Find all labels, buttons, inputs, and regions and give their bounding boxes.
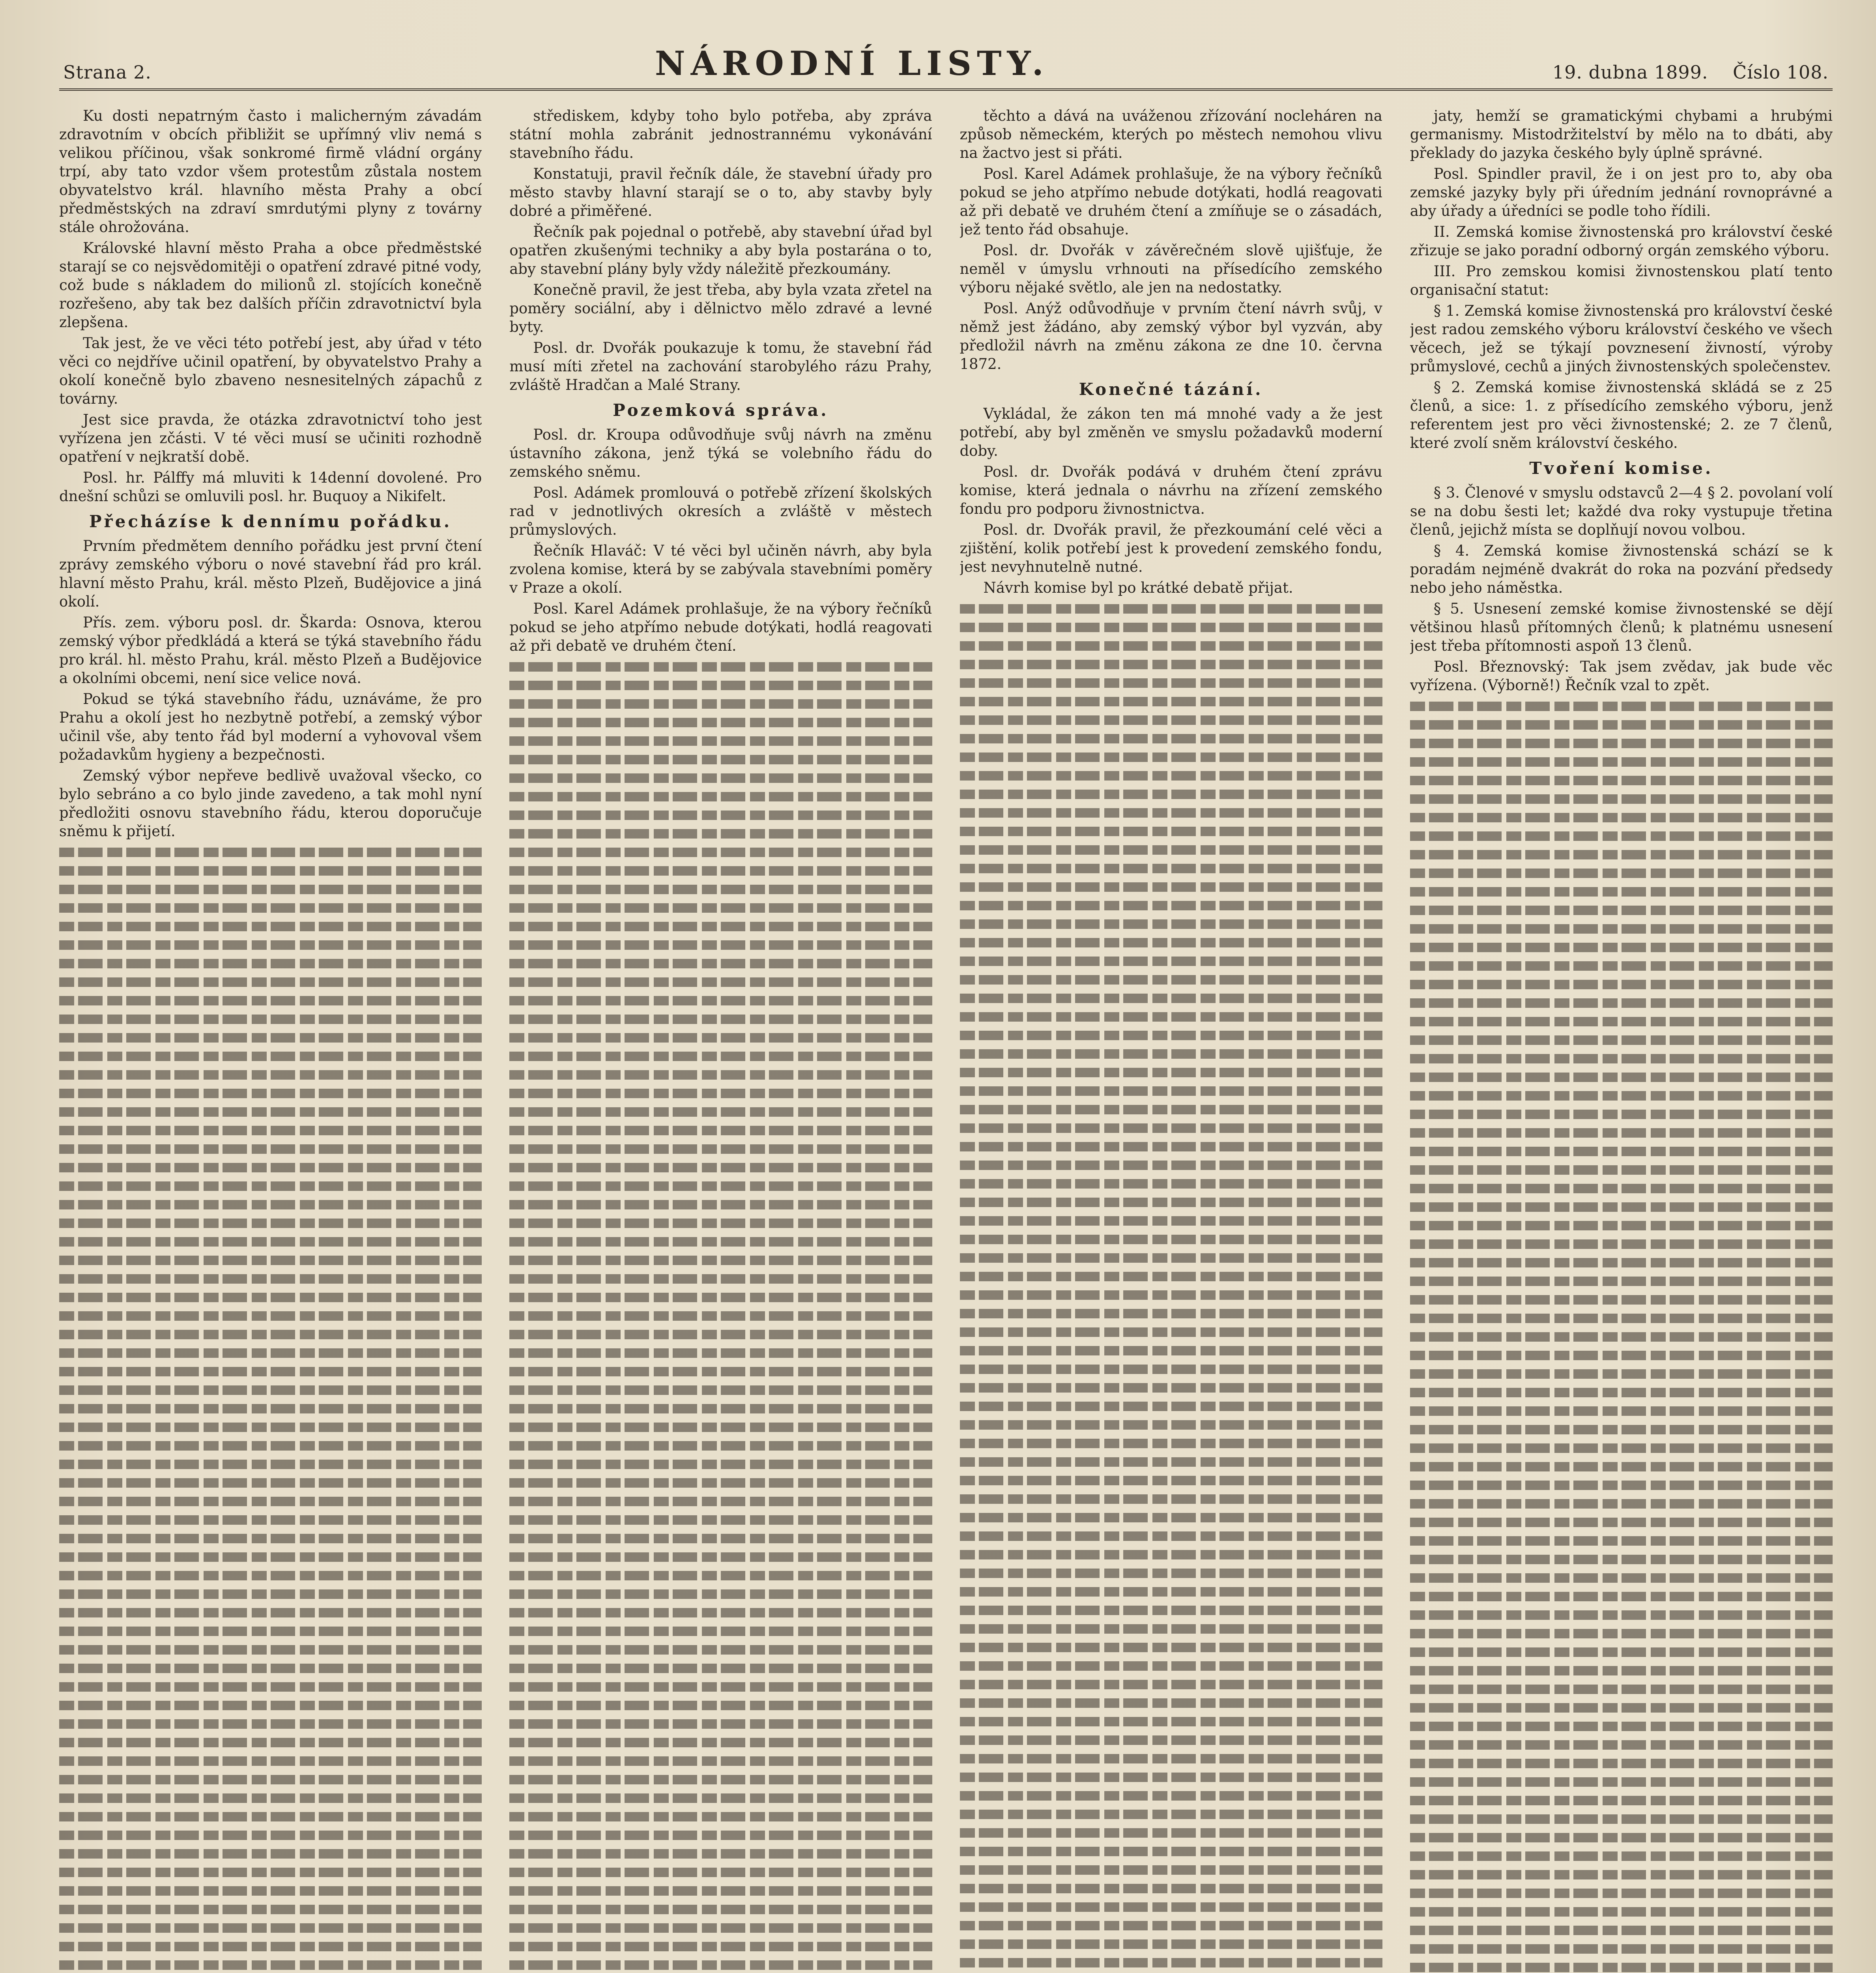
paragraph: § 3. Členové v smyslu odstavců 2—4 § 2. povolaní volí se na dobu šesti let; každé dva roky vystupuje třetina členů, jejichž místa se doplňují novou volbou. xyxy=(1410,484,1833,538)
newspaper-title: NÁRODNÍ LISTY. xyxy=(655,44,1049,83)
paragraph: Konstatuji, pravil řečník dále, že stavební úřady pro město stavby hlavní starají se o to, aby stavby byly dobré a přiměřené. xyxy=(509,165,932,219)
paragraph: těchto a dává na uváženou zřízování nocleháren na způsob německém, kterých po městech nemohou vlivu na žactvo jest si přáti. xyxy=(960,107,1382,161)
paragraph: Řečník Hlaváč: V té věci byl učiněn návrh, aby byla zvolena komise, která by se zabývala stavebními poměry v Praze a okolí. xyxy=(509,542,932,596)
paragraph: § 1. Zemská komise živnostenská pro království české jest radou zemského výboru království českého ve všech věcech, jež se týkají povznesení živností, výroby průmyslové, cechů a jiných živnostenských společenstev. xyxy=(1410,302,1833,375)
issue-date: 19. dubna 1899. xyxy=(1552,62,1708,83)
paragraph: Posl. Karel Adámek prohlašuje, že na výbory řečníků pokud se jeho atpřímo nebude dotýkati, hodlá reagovati až při debatě ve druhém čtení a zmíňuje se o zásadách, jež tento řád obsahuje. xyxy=(960,165,1382,238)
paragraph: Posl. dr. Dvořák pravil, že přezkoumání celé věci a zjištění, kolik potřebí jest k provedení zemského fondu, jest nevyhnutelně nutné. xyxy=(960,521,1382,575)
paragraph: § 5. Usnesení zemské komise živnostenské se dějí většinou hlasů přítomných členů; k platnému usnesení jest třeba přítomnosti aspoň 13 členů. xyxy=(1410,600,1833,654)
column-1 xyxy=(59,107,482,1973)
section-heading: Přecházíse k dennímu pořádku. xyxy=(89,512,452,531)
paragraph: Přís. zem. výboru posl. dr. Škarda: Osnova, kterou zemský výbor předkládá a která se týká stavebního řádu pro král. hl. město Prahu, král. město Plzeň a Budějovice a okolními obcemi, není sice velice nová. xyxy=(59,614,482,687)
column-2 xyxy=(509,107,932,1973)
paragraph: Posl. hr. Pálffy má mluviti k 14denní dovolené. Pro dnešní schůzi se omluvili posl. hr. Buquoy a Nikifelt. xyxy=(59,469,482,505)
paragraph: Řečník pak pojednal o potřebě, aby stavební úřad byl opatřen zkušenými techniky a aby byla postarána o to, aby stavební plány byly vždy náležitě přezkoumány. xyxy=(509,223,932,277)
paragraph: III. Pro zemskou komisi živnostenskou platí tento organisační statut: xyxy=(1410,263,1833,298)
paragraph: Posl. Karel Adámek prohlašuje, že na výbory řečníků pokud se jeho atpřímo nebude dotýkati, hodlá reagovati až při debatě ve druhém čtení. xyxy=(509,600,932,654)
column-3 xyxy=(960,107,1382,1973)
paragraph: Ku dosti nepatrným často i malicherným závadám zdravotním v obcích přibližit se upřímný vliv nemá s velikou příčinou, však sonkromé firmě vládní orgány trpí, aby tato vzdor všem protestům zůstala nostem obyvatelstvo král. hlavního města Prahy a obcí předměstských na zdraví smrdutými plyny z továrny stále ohrožována. xyxy=(59,107,482,236)
paragraph: Návrh komise byl po krátké debatě přijat. xyxy=(983,579,1293,596)
paragraph: Posl. Spindler pravil, že i on jest pro to, aby oba zemské jazyky byly při úředním jednání rovnoprávné a aby úřady a úředníci se podle toho řídili. xyxy=(1410,165,1833,219)
paragraph: Tak jest, že ve věci této potřebí jest, aby úřad v této věci co nejdříve učinil opatření, by obyvatelstvo Prahy a okolí konečně bylo zbaveno nesnesitelných zápachů z továrny. xyxy=(59,335,482,407)
paragraph: Jest sice pravda, že otázka zdravotnictví toho jest vyřízena jen zčásti. V té věci musí se učiniti rozhodně opatření v nejkratší době. xyxy=(59,411,482,465)
paragraph: Posl. Anýž odůvodňuje v prvním čtení návrh svůj, v němž jest žádáno, aby zemský výbor byl vyzván, aby předložil návrh na změnu zákona ze dne 10. června 1872. xyxy=(960,300,1382,373)
paragraph: Posl. dr. Dvořák v závěrečném slově ujišťuje, že neměl v úmyslu vrhnouti na přísedícího zemského výboru nějaké světlo, ale jen na nedostatky. xyxy=(960,242,1382,296)
issue-number: Číslo 108. xyxy=(1733,62,1829,83)
continued-text-block xyxy=(960,599,1382,1973)
paragraph: Posl. dr. Kroupa odůvodňuje svůj návrh na změnu ústavního zákona, jenž týká se volebního řádu do zemského sněmu. xyxy=(509,426,932,480)
section-heading: Konečné tázání. xyxy=(1079,380,1263,399)
paragraph: Zemský výbor nepřeve bedlivě uvažoval všecko, co bylo sebráno a co bylo jinde zavedeno, a tak mohl nyní předložiti osnovu stavebního řádu, kterou doporučuje sněmu k přijetí. xyxy=(59,767,482,840)
masthead xyxy=(59,36,1833,91)
paragraph: Posl. dr. Dvořák poukazuje k tomu, že stavební řád musí míti zřetel na zachování starobylého rázu Prahy, zvláště Hradčan a Malé Strany. xyxy=(509,339,932,393)
paragraph: Vykládal, že zákon ten má mnohé vady a že jest potřebí, aby byl změněn ve smyslu požadavků moderní doby. xyxy=(960,405,1382,459)
text-columns xyxy=(59,107,1833,1973)
section-heading: Pozemková správa. xyxy=(613,401,829,420)
paragraph: Konečně pravil, že jest třeba, aby byla vzata zřetel na poměry sociální, aby i dělnictvo mělo zdravé a levné byty. xyxy=(509,281,932,335)
continued-text-block xyxy=(59,843,482,1973)
section-heading: Tvoření komise. xyxy=(1529,459,1713,478)
paragraph: § 2. Zemská komise živnostenská skládá se z 25 členů, a sice: 1. z přísedícího zemského výboru, jenž referentem jest pro věci živnostenské; 2. ze 7 členů, které zvolí sněm království českého. xyxy=(1410,379,1833,451)
paragraph: II. Zemská komise živnostenská pro království české zřizuje se jako poradní odborný orgán zemského výboru. xyxy=(1410,223,1833,259)
column-4 xyxy=(1410,107,1833,1973)
page-number: Strana 2. xyxy=(63,62,152,83)
paragraph: Posl. Adámek promlouvá o potřebě zřízení školských rad v jednotlivých okresích a zvláště v městech průmyslových. xyxy=(509,484,932,538)
continued-text-block xyxy=(1410,697,1833,1973)
paragraph: Královské hlavní město Praha a obce předměstské starají se co nejsvědomitěji o opatření zdravé pitné vody, což bude s nákladem do milionů zl. stojících konečně rozřešeno, aby tak bez dalších příčin zdravotnictví byla zlepšena. xyxy=(59,240,482,331)
paragraph: střediskem, kdyby toho bylo potřeba, aby zpráva státní mohla zabránit jednostrannému vykonávání stavebního řádu. xyxy=(509,107,932,161)
date-issue xyxy=(1552,62,1829,83)
paragraph: § 4. Zemská komise živnostenská schází se k poradám nejméně dvakrát do roka na pozvání předsedy nebo jeho náměstka. xyxy=(1410,542,1833,596)
paragraph: Pokud se týká stavebního řádu, uznáváme, že pro Prahu a okolí jest ho nezbytně potřebí, a zemský výbor učinil vše, aby tento řád byl moderní a vyhovoval všem požadavkům hygieny a bezpečnosti. xyxy=(59,691,482,763)
paragraph: jaty, hemží se gramatickými chybami a hrubými germanismy. Mistodržitelství by mělo na to dbáti, aby překlady do jazyka českého byly úplně správné. xyxy=(1410,107,1833,161)
paragraph: Prvním předmětem denního pořádku jest první čtení zprávy zemského výboru o nové stavební řád pro král. hlavní město Prahu, král. město Plzeň, Budějovice a jiná okolí. xyxy=(59,537,482,610)
paragraph: Posl. Březnovský: Tak jsem zvědav, jak bude věc vyřízena. (Výborně!) Řečník vzal to zpět. xyxy=(1410,658,1833,694)
continued-text-block xyxy=(509,657,932,1973)
paragraph: Posl. dr. Dvořák podává v druhém čtení zprávu komise, která jednala o návrhu na zřízení zemského fondu pro podporu živnostnictva. xyxy=(960,463,1382,517)
